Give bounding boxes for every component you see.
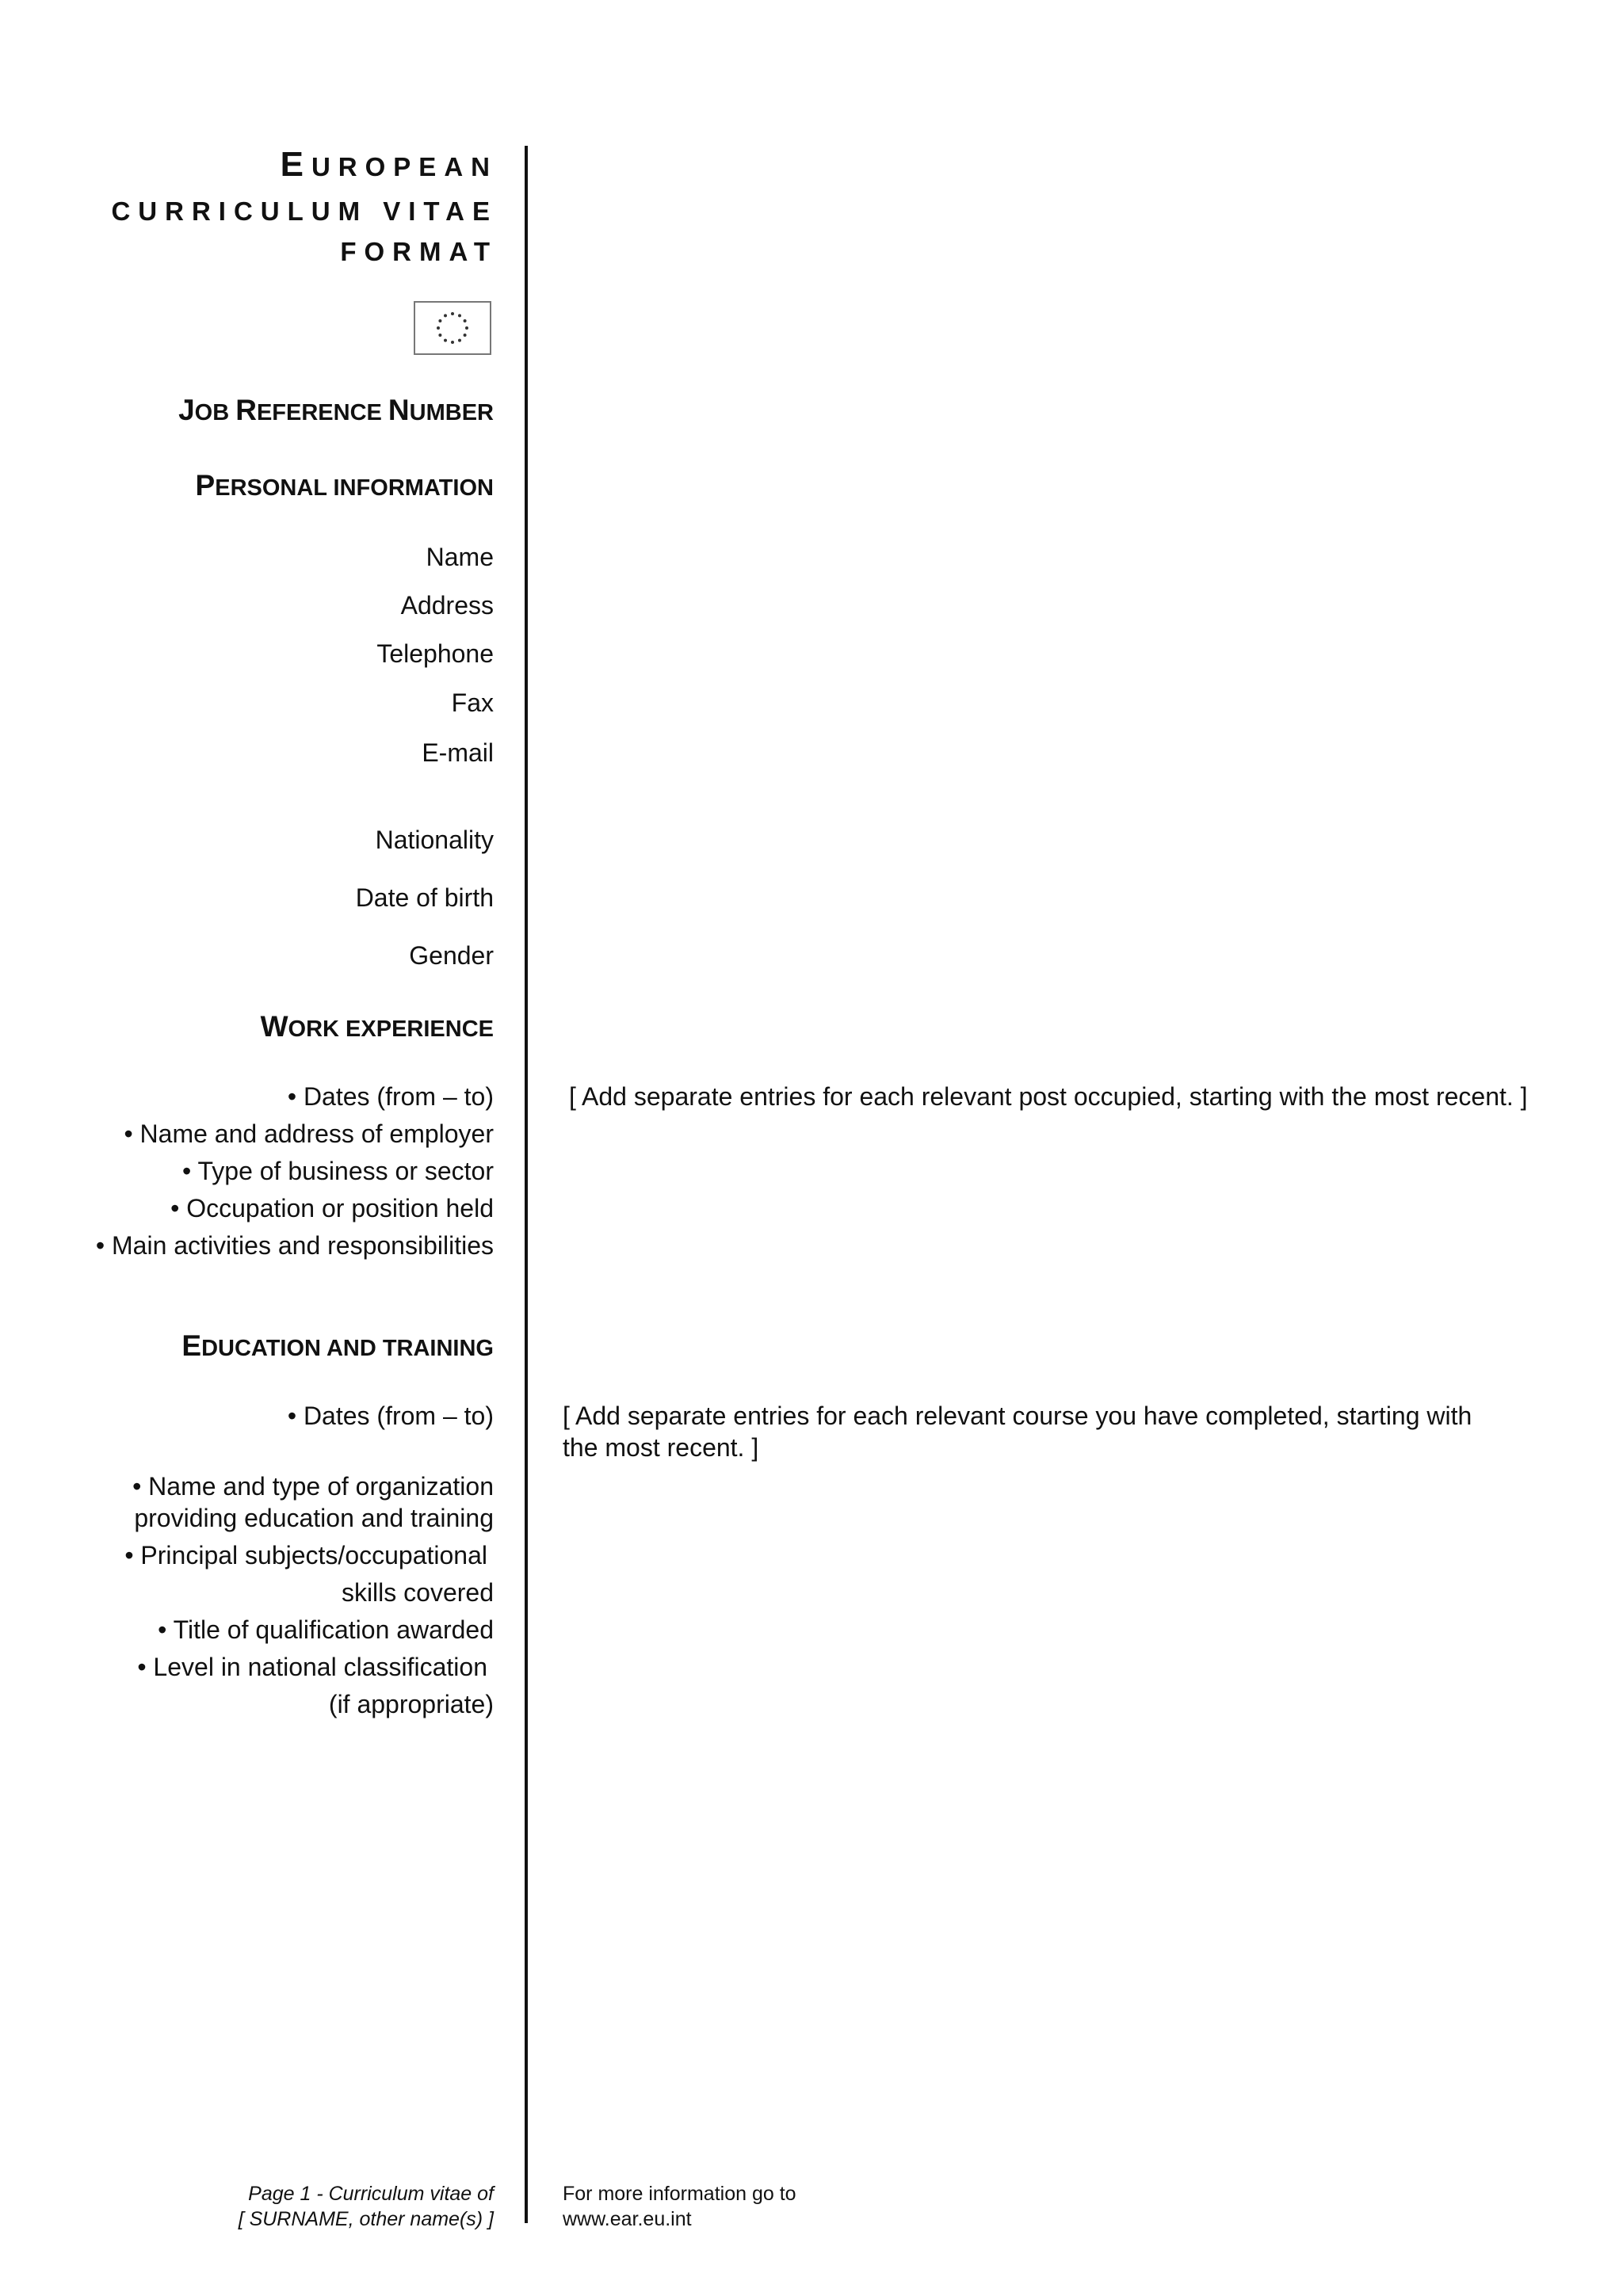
edu-label-organization-1: • Name and type of organization (132, 1472, 494, 1501)
edu-label-dates: • Dates (from – to) (287, 1402, 494, 1430)
edu-label-organization-2: providing education and training (134, 1504, 494, 1532)
edu-label-subjects-1: • Principal subjects/occupational (124, 1541, 487, 1569)
cv-title-rest: UROPEAN (311, 152, 498, 181)
edu-label-qualification: • Title of qualification awarded (158, 1615, 494, 1644)
field-label-name: Name (426, 543, 494, 571)
work-label-occupation: • Occupation or position held (170, 1194, 494, 1222)
education-note: [ Add separate entries for each relevant course you have completed, starting with the most recent. ] (563, 1402, 1472, 1462)
field-label-gender: Gender (409, 941, 494, 970)
work-experience-heading: WORK EXPERIENCE (260, 1010, 494, 1043)
work-note: [ Add separate entries for each relevant post occupied, starting with the most recent. ] (569, 1082, 1528, 1111)
edu-label-subjects-2: skills covered (341, 1578, 494, 1607)
field-label-nationality: Nationality (375, 826, 494, 854)
work-label-activities: • Main activities and responsibilities (95, 1231, 494, 1260)
cv-title-line-1 (281, 147, 498, 185)
work-label-business: • Type of business or sector (181, 1157, 494, 1185)
work-label-dates: • Dates (from – to) (287, 1082, 494, 1111)
footer-more-info: For more information go to (563, 2183, 796, 2205)
cv-title-initial: E (280, 145, 311, 184)
field-label-telephone: Telephone (376, 639, 494, 668)
field-label-email: E-mail (422, 738, 494, 767)
field-label-dob: Date of birth (355, 883, 494, 912)
edu-label-level-1: • Level in national classification (137, 1653, 487, 1681)
personal-information-heading: PERSONAL INFORMATION (195, 469, 494, 502)
edu-label-level-2: (if appropriate) (328, 1690, 494, 1718)
cv-title-line-3: FORMAT (340, 237, 498, 266)
field-label-fax: Fax (451, 688, 494, 717)
eu-flag-icon (414, 301, 491, 355)
field-label-address: Address (400, 591, 494, 620)
footer-page-info-1: Page 1 - Curriculum vitae of (248, 2183, 494, 2205)
education-training-heading: EDUCATION AND TRAINING (181, 1329, 494, 1362)
work-label-employer: • Name and address of employer (124, 1119, 494, 1148)
footer-page-info-2: [ SURNAME, other name(s) ] (238, 2208, 494, 2230)
column-divider (525, 146, 528, 2223)
footer-link[interactable]: www.ear.eu.int (563, 2208, 692, 2230)
job-reference-heading: JOB REFERENCE NUMBER (178, 394, 494, 426)
cv-title-line-2: CURRICULUM VITAE (111, 196, 498, 226)
